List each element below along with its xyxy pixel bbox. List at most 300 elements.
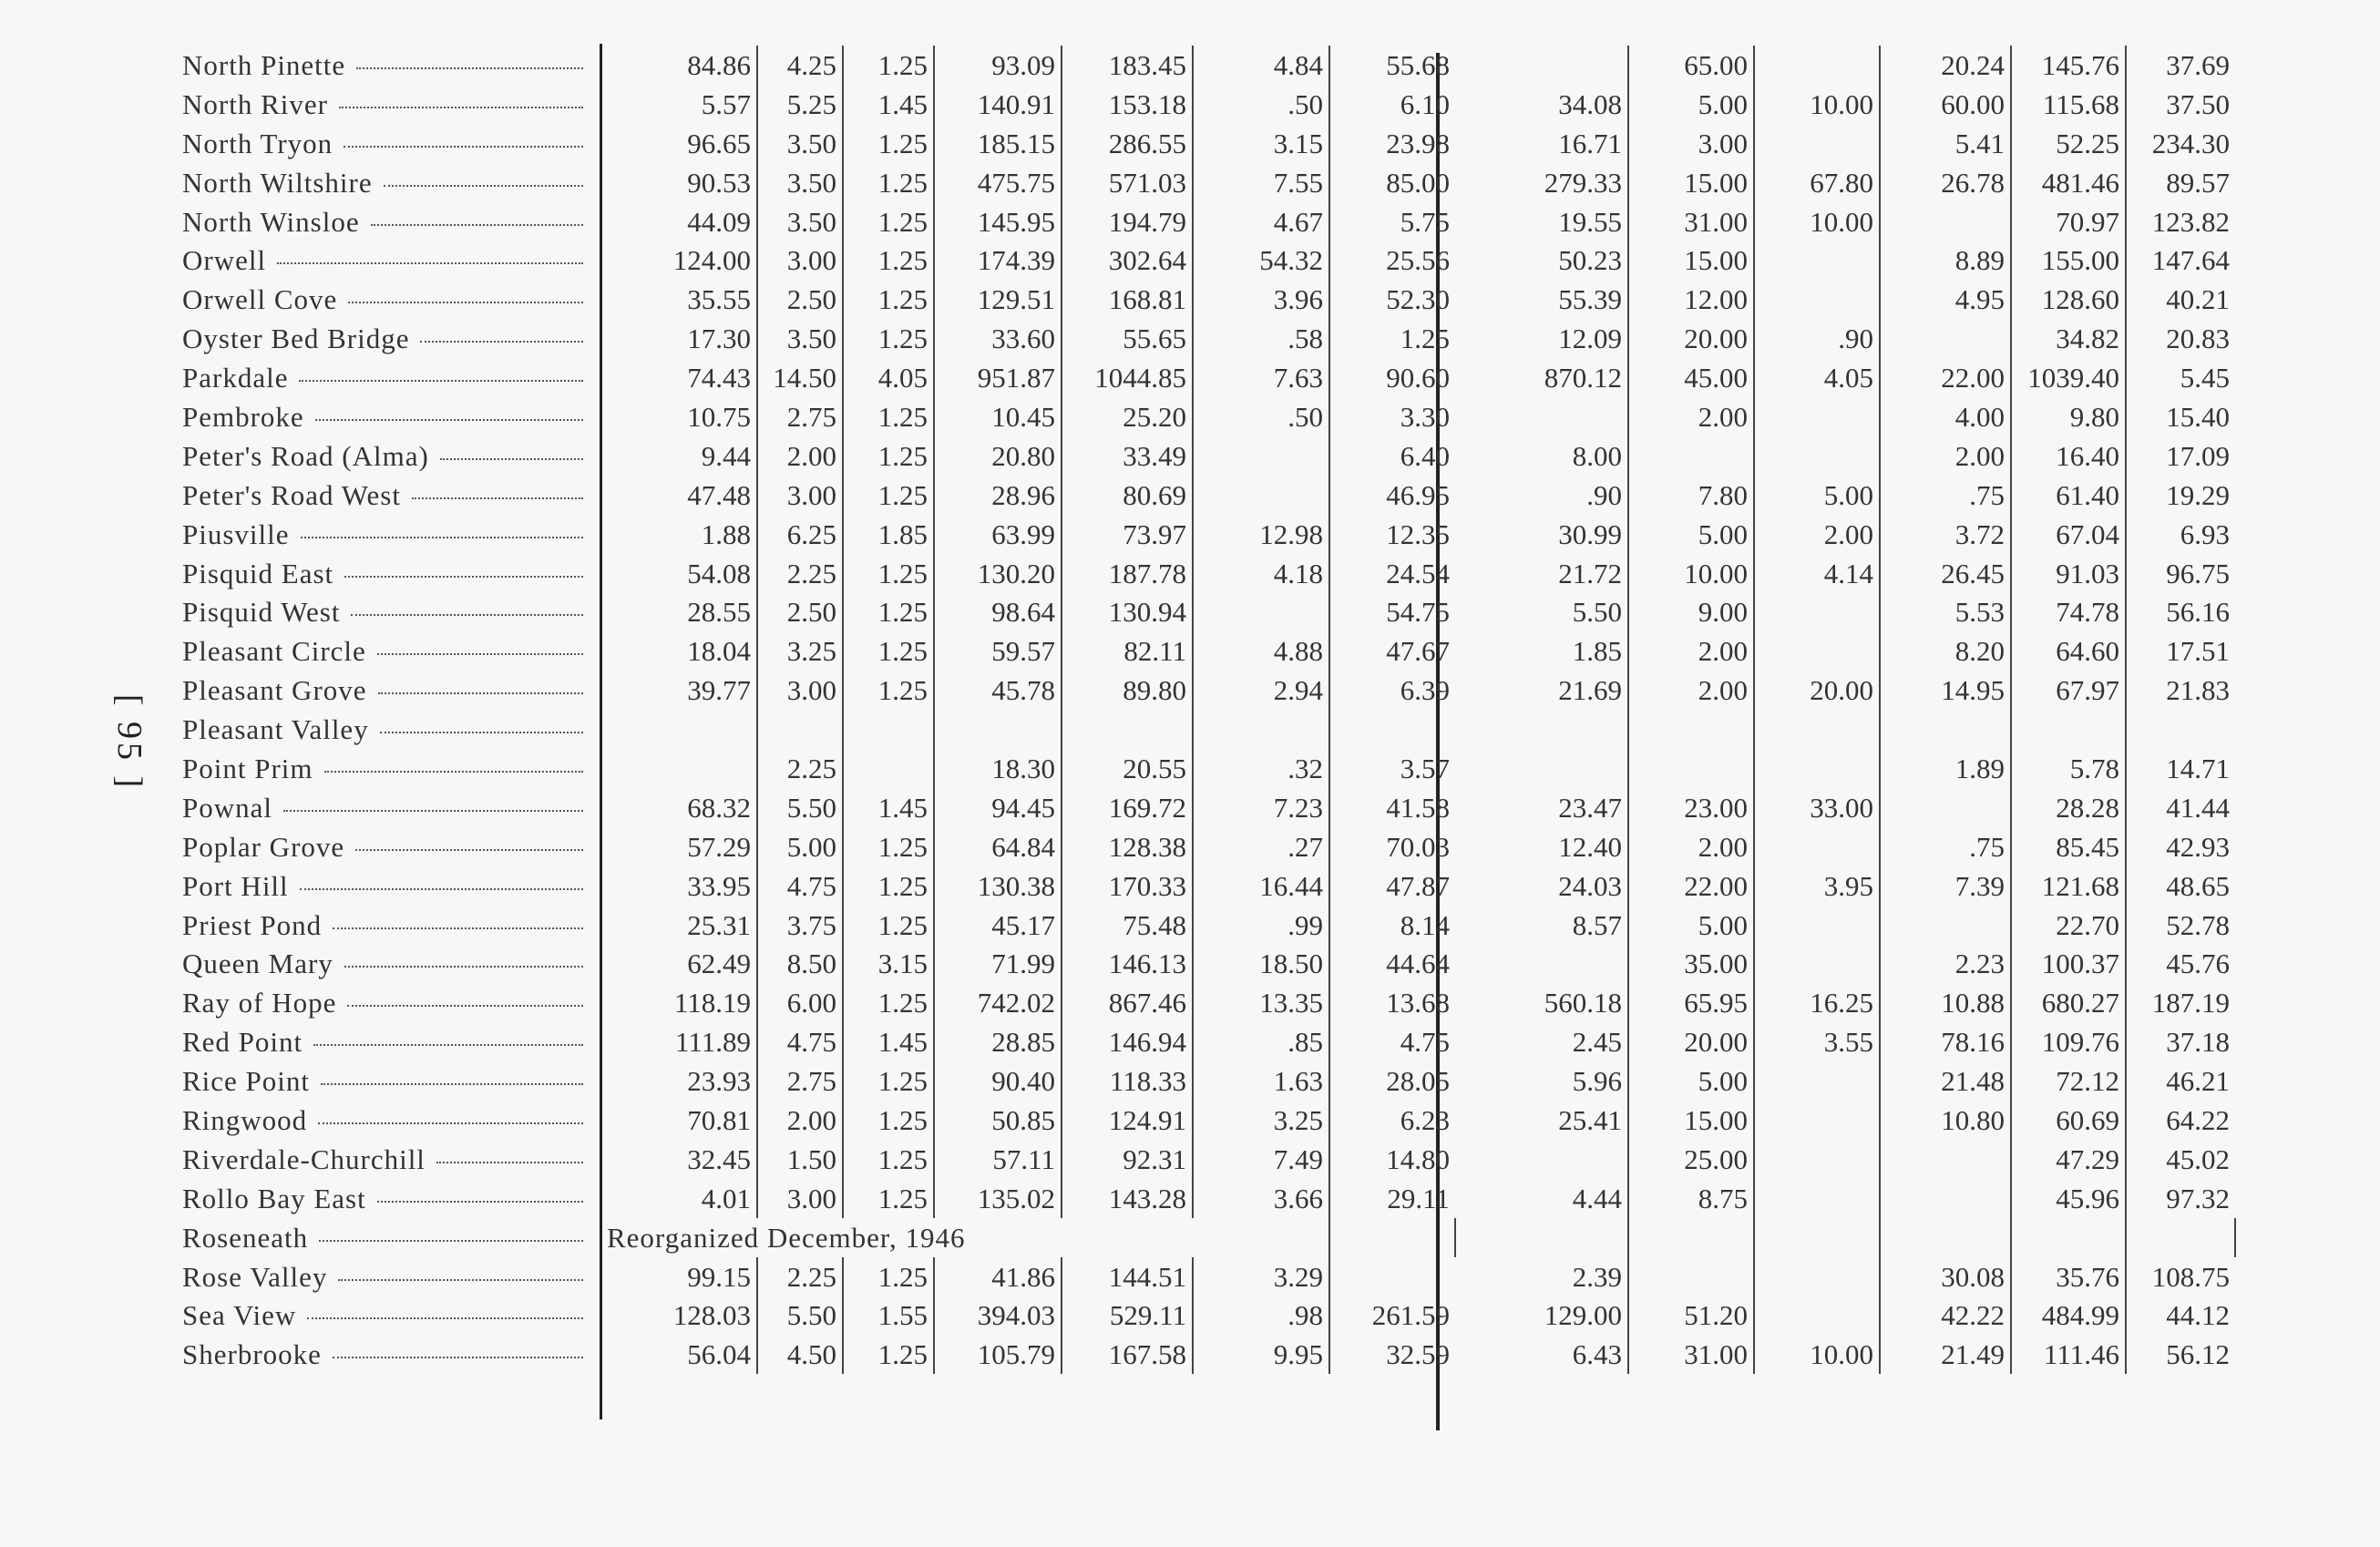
amount-cell: 15.00 — [1628, 1101, 1754, 1140]
amount-cell: 2.25 — [757, 1257, 843, 1296]
amount-cell: 21.72 — [1487, 554, 1628, 593]
amount-cell: 6.40 — [1400, 439, 1450, 472]
district-name-cell — [182, 515, 607, 554]
table-row — [182, 1335, 2235, 1374]
column-gap — [1455, 515, 1487, 554]
amount-cell: 2.50 — [757, 280, 843, 319]
amount-cell: .50 — [1193, 397, 1329, 436]
amount-cell — [757, 710, 843, 749]
amount-cell: 10.45 — [934, 397, 1062, 436]
table-row — [182, 1218, 2235, 1257]
district-name-wrap — [182, 559, 583, 588]
amount-cell: 67.04 — [2011, 515, 2126, 554]
amount-cell: 6.43 — [1487, 1335, 1628, 1374]
table-row — [182, 1140, 2235, 1179]
amount-cell: 9.44 — [607, 436, 757, 476]
amount-cell: 39.77 — [607, 671, 757, 710]
amount-cell: .90 — [1487, 476, 1628, 515]
amount-cell: 22.00 — [1628, 866, 1754, 906]
amount-cell: 481.46 — [2011, 163, 2126, 202]
amount-cell: 1.25 — [843, 631, 934, 671]
amount-cell — [1193, 436, 1329, 476]
amount-cell — [1754, 1140, 1880, 1179]
amount-cell: 14.80 — [1386, 1142, 1450, 1175]
district-name: Poplar Grove — [182, 833, 350, 861]
amount-cell: 47.29 — [2011, 1140, 2126, 1179]
amount-cell: 9.80 — [2011, 397, 2126, 436]
dot-leader — [299, 380, 583, 382]
amount-cell: 62.49 — [607, 944, 757, 983]
district-name: Priest Pond — [182, 911, 327, 939]
amount-cell: 5.50 — [757, 1296, 843, 1336]
amount-cell: 96.75 — [2166, 557, 2230, 589]
amount-cell: 44.09 — [607, 202, 757, 241]
amount-cell: 55.39 — [1487, 280, 1628, 319]
district-name-cell — [182, 710, 607, 749]
amount-cell: 74.78 — [2011, 592, 2126, 631]
amount-cell — [1628, 436, 1754, 476]
dot-leader — [380, 732, 583, 733]
amount-cell: 35.00 — [1628, 944, 1754, 983]
amount-cell: 12.09 — [1487, 319, 1628, 358]
district-name-cell — [182, 319, 607, 358]
column-gap — [1455, 358, 1487, 397]
amount-cell: 170.33 — [1062, 866, 1193, 906]
amount-cell: 8.14 — [1400, 908, 1450, 941]
district-name-wrap — [182, 244, 583, 277]
dot-leader — [351, 614, 583, 616]
amount-cell: 1.25 — [843, 554, 934, 593]
table-row — [182, 476, 2235, 515]
district-name: Ray of Hope — [182, 989, 342, 1017]
amount-cell: 146.94 — [1062, 1022, 1193, 1061]
amount-cell — [1754, 944, 1880, 983]
district-name-cell — [182, 124, 607, 163]
amount-cell — [1754, 1257, 1880, 1296]
amount-cell: 45.00 — [1628, 358, 1754, 397]
district-name-wrap — [182, 1221, 583, 1254]
amount-cell: 55.65 — [1062, 319, 1193, 358]
district-name: Pembroke — [182, 403, 310, 431]
amount-cell: 194.79 — [1062, 202, 1193, 241]
amount-cell: 560.18 — [1487, 983, 1628, 1022]
amount-cell: 261.59 — [1371, 1299, 1450, 1332]
amount-cell — [1193, 592, 1329, 631]
amount-cell: 7.39 — [1880, 866, 2011, 906]
amount-cell: 2.00 — [1754, 515, 1880, 554]
column-gap — [1455, 241, 1487, 280]
district-name-wrap — [182, 1184, 583, 1213]
amount-cell: 12.35 — [1386, 517, 1450, 550]
page-number: [ 95 ] — [110, 693, 149, 792]
amount-cell: 25.20 — [1062, 397, 1193, 436]
amount-cell — [1487, 46, 1628, 85]
amount-cell: 17.30 — [607, 319, 757, 358]
amount-cell — [1754, 906, 1880, 945]
district-name-wrap — [182, 674, 583, 707]
amount-cell: 75.48 — [1062, 906, 1193, 945]
amount-cell: 94.45 — [934, 788, 1062, 827]
district-name: North Pinette — [182, 51, 351, 79]
dot-leader — [377, 653, 583, 655]
amount-cell — [1487, 1218, 1628, 1257]
amount-cell: 7.63 — [1193, 358, 1329, 397]
amount-cell: 84.86 — [607, 46, 757, 85]
amount-cell: 26.45 — [1880, 554, 2011, 593]
amount-cell: 85.00 — [1386, 166, 1450, 199]
district-name: Rice Point — [182, 1067, 315, 1095]
table-row — [182, 163, 2235, 202]
column-gap — [1455, 319, 1487, 358]
table-row — [182, 202, 2235, 241]
amount-cell: 4.50 — [757, 1335, 843, 1374]
amount-cell: 2.23 — [1880, 944, 2011, 983]
amount-cell: 30.99 — [1487, 515, 1628, 554]
amount-cell: 571.03 — [1062, 163, 1193, 202]
table-row — [182, 631, 2235, 671]
amount-cell: 60.69 — [2011, 1101, 2126, 1140]
amount-cell — [1754, 592, 1880, 631]
column-gap — [1455, 906, 1487, 945]
district-name-wrap — [182, 869, 583, 902]
amount-cell: 35.55 — [607, 280, 757, 319]
amount-cell: 1.25 — [843, 866, 934, 906]
amount-cell: 45.17 — [934, 906, 1062, 945]
amount-cell — [607, 749, 757, 788]
column-gap — [1455, 436, 1487, 476]
district-name-cell — [182, 1022, 607, 1061]
amount-cell: 25.41 — [1487, 1101, 1628, 1140]
amount-cell — [1754, 46, 1880, 85]
amount-cell: 45.02 — [2166, 1142, 2230, 1175]
dot-leader — [378, 692, 583, 694]
amount-cell: 5.45 — [2180, 362, 2230, 394]
amount-cell: 8.00 — [1487, 436, 1628, 476]
amount-cell: 35.76 — [2011, 1257, 2126, 1296]
amount-cell: 4.00 — [1880, 397, 2011, 436]
column-gap — [1455, 85, 1487, 124]
amount-cell — [1880, 1218, 2011, 1257]
amount-cell: 870.12 — [1487, 358, 1628, 397]
amount-cell — [1628, 1218, 1754, 1257]
district-name-cell — [182, 358, 607, 397]
district-name-cell — [182, 436, 607, 476]
district-name: Sea View — [182, 1301, 302, 1329]
amount-cell: 59.57 — [934, 631, 1062, 671]
amount-cell: 45.78 — [934, 671, 1062, 710]
amount-cell: 70.03 — [1386, 830, 1450, 863]
column-gap — [1455, 46, 1487, 85]
amount-cell: 2.75 — [757, 397, 843, 436]
district-name: Peter's Road (Alma) — [182, 442, 435, 470]
amount-cell: 65.95 — [1628, 983, 1754, 1022]
amount-cell: 1.45 — [843, 1022, 934, 1061]
amount-cell: 68.32 — [607, 788, 757, 827]
amount-cell: 5.00 — [757, 827, 843, 866]
column-gap — [1455, 1218, 1487, 1257]
amount-cell: 140.91 — [934, 85, 1062, 124]
district-name: Riverdale-Churchill — [182, 1145, 431, 1173]
amount-cell: .50 — [1193, 85, 1329, 124]
dot-leader — [315, 419, 583, 421]
district-name-cell — [182, 1061, 607, 1101]
amount-cell: 3.95 — [1754, 866, 1880, 906]
amount-cell: 3.00 — [757, 476, 843, 515]
table-row — [182, 280, 2235, 319]
amount-cell: 2.25 — [757, 554, 843, 593]
district-name-wrap — [182, 791, 583, 824]
amount-cell: 3.55 — [1754, 1022, 1880, 1061]
amount-cell: 25.56 — [1386, 244, 1450, 277]
district-name-wrap — [182, 1338, 583, 1371]
amount-cell: 185.15 — [934, 124, 1062, 163]
amount-cell: 951.87 — [934, 358, 1062, 397]
amount-cell: 5.75 — [1400, 205, 1450, 238]
amount-cell: 32.45 — [607, 1140, 757, 1179]
amount-cell: 279.33 — [1487, 163, 1628, 202]
table-row — [182, 671, 2235, 710]
amount-cell: 15.00 — [1628, 163, 1754, 202]
district-name-cell — [182, 827, 607, 866]
amount-cell: 1.25 — [843, 1061, 934, 1101]
amount-cell: 5.00 — [1628, 515, 1754, 554]
amount-cell: 1.50 — [757, 1140, 843, 1179]
amount-cell: 34.82 — [2011, 319, 2126, 358]
amount-cell: .75 — [1880, 827, 2011, 866]
amount-cell: 6.00 — [757, 983, 843, 1022]
amount-cell: 20.00 — [1754, 671, 1880, 710]
dot-leader — [318, 1122, 583, 1124]
amount-cell — [1193, 1218, 1329, 1257]
amount-cell: 1.25 — [1400, 323, 1450, 355]
amount-cell: 1.63 — [1193, 1061, 1329, 1101]
district-name: Rose Valley — [182, 1263, 333, 1291]
amount-cell: 3.57 — [1400, 752, 1450, 784]
amount-cell — [1754, 749, 1880, 788]
column-gap — [1455, 1022, 1487, 1061]
amount-cell: 6.23 — [1400, 1103, 1450, 1136]
amount-cell: 3.30 — [1400, 400, 1450, 433]
district-name-wrap — [182, 1065, 583, 1098]
amount-cell: 529.11 — [1062, 1296, 1193, 1336]
district-name: Roseneath — [182, 1224, 313, 1252]
amount-cell: 1044.85 — [1062, 358, 1193, 397]
amount-cell: 1.88 — [607, 515, 757, 554]
amount-cell: 33.49 — [1062, 436, 1193, 476]
amount-cell — [1754, 631, 1880, 671]
amount-cell: 20.83 — [2166, 323, 2230, 355]
amount-cell: 4.25 — [757, 46, 843, 85]
amount-cell — [1487, 944, 1628, 983]
amount-cell: 34.08 — [1487, 85, 1628, 124]
amount-cell: 168.81 — [1062, 280, 1193, 319]
amount-cell: 40.21 — [2166, 283, 2230, 316]
district-name-wrap — [182, 596, 583, 629]
district-name: Pisquid East — [182, 559, 339, 588]
amount-cell: .27 — [1193, 827, 1329, 866]
district-name: Point Prim — [182, 754, 319, 783]
district-name-cell — [182, 1257, 607, 1296]
amount-cell: 67.97 — [2011, 671, 2126, 710]
dot-leader — [355, 849, 583, 851]
amount-cell: 85.45 — [2011, 827, 2126, 866]
column-gap — [1455, 476, 1487, 515]
amount-cell: 46.21 — [2166, 1065, 2230, 1098]
district-name-wrap — [182, 754, 583, 783]
amount-cell: 187.19 — [2151, 987, 2230, 1019]
amount-cell: 20.00 — [1628, 1022, 1754, 1061]
district-name: Oyster Bed Bridge — [182, 324, 415, 353]
district-name-cell — [182, 592, 607, 631]
district-name: Pownal — [182, 794, 278, 822]
amount-cell: 9.00 — [1628, 592, 1754, 631]
amount-cell: 64.22 — [2166, 1103, 2230, 1136]
amount-cell: 5.50 — [757, 788, 843, 827]
ledger-table — [182, 46, 2236, 1374]
district-name-cell — [182, 554, 607, 593]
district-name: Port Hill — [182, 872, 294, 900]
amount-cell: 63.99 — [934, 515, 1062, 554]
amount-cell: 3.00 — [757, 1179, 843, 1218]
district-name-wrap — [182, 439, 583, 472]
amount-cell: 45.76 — [2166, 948, 2230, 980]
amount-cell: 18.30 — [934, 749, 1062, 788]
district-name: Orwell — [182, 246, 272, 274]
amount-cell: 28.05 — [1386, 1065, 1450, 1098]
amount-cell: 90.53 — [607, 163, 757, 202]
amount-cell: 23.98 — [1386, 127, 1450, 159]
district-name: Parkdale — [182, 364, 293, 392]
amount-cell — [843, 710, 934, 749]
amount-cell: 54.08 — [607, 554, 757, 593]
district-name-cell — [182, 476, 607, 515]
amount-cell: 3.50 — [757, 163, 843, 202]
amount-cell: 45.96 — [2011, 1179, 2126, 1218]
amount-cell: 10.75 — [607, 397, 757, 436]
district-name: Pleasant Grove — [182, 676, 373, 704]
amount-cell: 1.25 — [843, 46, 934, 85]
amount-cell: 4.95 — [1880, 280, 2011, 319]
table-row — [182, 1257, 2235, 1296]
amount-cell: 129.51 — [934, 280, 1062, 319]
amount-cell: 105.79 — [934, 1335, 1062, 1374]
dot-leader — [319, 1240, 583, 1242]
dot-leader — [344, 576, 583, 578]
column-gap — [1455, 124, 1487, 163]
district-name-cell — [182, 397, 607, 436]
amount-cell: 15.40 — [2166, 400, 2230, 433]
amount-cell: 50.23 — [1487, 241, 1628, 280]
dot-leader — [307, 1317, 583, 1319]
column-gap — [1455, 749, 1487, 788]
amount-cell: 147.64 — [2151, 244, 2230, 277]
amount-cell — [1754, 827, 1880, 866]
amount-cell: 4.05 — [843, 358, 934, 397]
amount-cell: 1.25 — [843, 476, 934, 515]
amount-cell: 14.95 — [1880, 671, 2011, 710]
amount-cell: 1.25 — [843, 1335, 934, 1374]
table-row — [182, 866, 2235, 906]
amount-cell: 8.50 — [757, 944, 843, 983]
table-row — [182, 592, 2235, 631]
amount-cell: .85 — [1193, 1022, 1329, 1061]
amount-cell: 14.50 — [757, 358, 843, 397]
table-row — [182, 788, 2235, 827]
column-gap — [1455, 280, 1487, 319]
column-gap — [1455, 1296, 1487, 1336]
amount-cell: 47.87 — [1386, 869, 1450, 902]
amount-cell: 1.25 — [843, 1140, 934, 1179]
amount-cell: 1.25 — [843, 280, 934, 319]
amount-cell: 10.88 — [1880, 983, 2011, 1022]
district-name: Orwell Cove — [182, 285, 343, 313]
amount-cell: 28.96 — [934, 476, 1062, 515]
district-name: Pleasant Valley — [182, 715, 374, 743]
amount-cell — [2011, 1218, 2126, 1257]
column-gap — [1455, 944, 1487, 983]
amount-cell: 129.00 — [1487, 1296, 1628, 1336]
amount-cell: 1.25 — [843, 124, 934, 163]
amount-cell: 128.03 — [607, 1296, 757, 1336]
amount-cell: 82.11 — [1062, 631, 1193, 671]
amount-cell: 169.72 — [1062, 788, 1193, 827]
district-name-wrap — [182, 1026, 583, 1059]
amount-cell: 115.68 — [2011, 85, 2126, 124]
table-row — [182, 1179, 2235, 1218]
amount-cell: 54.32 — [1193, 241, 1329, 280]
column-gap — [1455, 1335, 1487, 1374]
amount-cell: 17.09 — [2166, 439, 2230, 472]
amount-cell: 2.00 — [1880, 436, 2011, 476]
amount-cell: 37.50 — [2166, 87, 2230, 120]
district-name-wrap — [182, 713, 583, 746]
amount-cell: 183.45 — [1062, 46, 1193, 85]
amount-cell: 2.50 — [757, 592, 843, 631]
amount-cell: 78.16 — [1880, 1022, 2011, 1061]
district-name: Peter's Road West — [182, 481, 406, 509]
column-gap — [1455, 1101, 1487, 1140]
amount-cell — [1880, 710, 2011, 749]
table-row — [182, 358, 2235, 397]
table-row — [182, 319, 2235, 358]
district-name: North Wiltshire — [182, 169, 378, 197]
amount-cell: 6.93 — [2180, 517, 2230, 550]
amount-cell: 123.82 — [2151, 205, 2230, 238]
amount-cell: 118.19 — [607, 983, 757, 1022]
amount-cell: 18.04 — [607, 631, 757, 671]
amount-cell: 37.69 — [2166, 48, 2230, 81]
district-name-wrap — [182, 87, 583, 120]
table-row — [182, 827, 2235, 866]
amount-cell — [607, 710, 757, 749]
amount-cell: 146.13 — [1062, 944, 1193, 983]
amount-cell: 61.40 — [2011, 476, 2126, 515]
column-gap — [1455, 1140, 1487, 1179]
amount-cell: 96.65 — [607, 124, 757, 163]
amount-cell: 46.95 — [1386, 478, 1450, 511]
amount-cell: 2.45 — [1487, 1022, 1628, 1061]
amount-cell: 144.51 — [1062, 1257, 1193, 1296]
district-name-cell — [182, 631, 607, 671]
amount-cell: 3.00 — [757, 671, 843, 710]
amount-cell: 1.25 — [843, 592, 934, 631]
amount-cell: 7.23 — [1193, 788, 1329, 827]
amount-cell: 7.80 — [1628, 476, 1754, 515]
amount-cell: 64.60 — [2011, 631, 2126, 671]
amount-cell: 108.75 — [2151, 1260, 2230, 1293]
column-gap — [1455, 671, 1487, 710]
amount-cell: 56.04 — [607, 1335, 757, 1374]
